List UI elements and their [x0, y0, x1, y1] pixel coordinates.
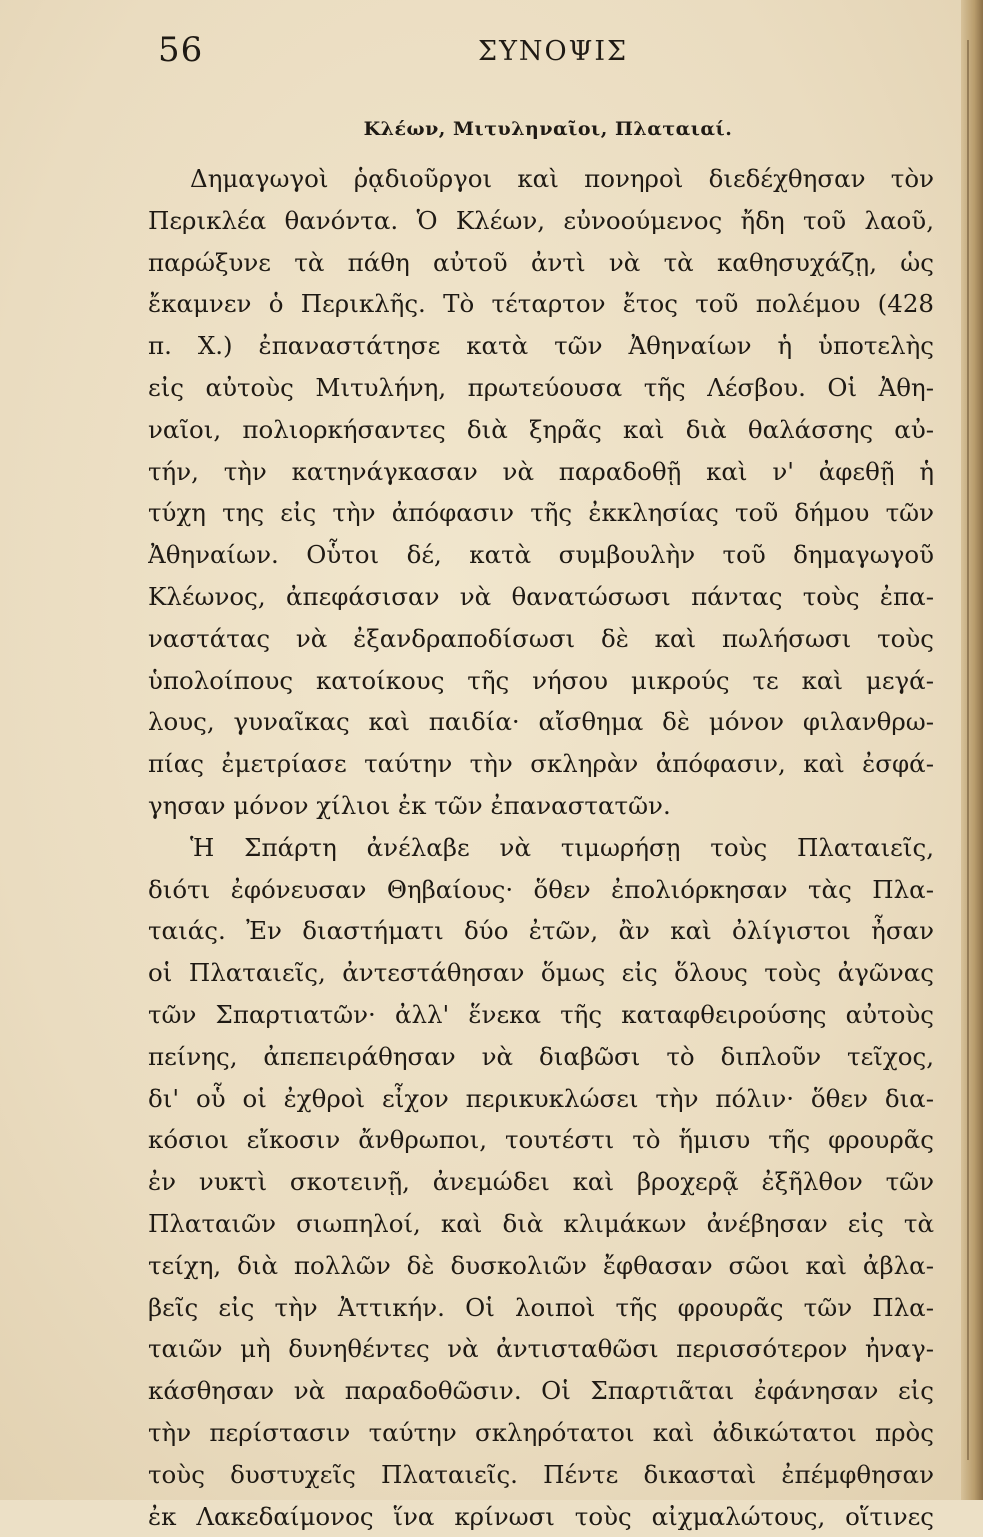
body-text — [148, 158, 934, 1537]
text-line: Περικλέα θανόντα. Ὁ Κλέων, εὐνοούμενος ἤδη τοῦ λαοῦ, — [148, 200, 934, 242]
text-line: εἰς αὐτοὺς Μιτυλήνη, πρωτεύουσα τῆς Λέσβου. Οἱ Ἀθη- — [148, 367, 934, 409]
text-line: λους, γυναῖκας καὶ παιδία· αἴσθημα δὲ μόνον φιλανθρω- — [148, 701, 934, 743]
text-line: βεῖς εἰς τὴν Ἀττικήν. Οἱ λοιποὶ τῆς φρουρᾶς τῶν Πλα- — [148, 1287, 934, 1329]
section-title: Κλέων, Μιτυληναῖοι, Πλαταιαί. — [158, 118, 938, 140]
text-line: Κλέωνος, ἀπεφάσισαν νὰ θανατώσωσι πάντας τοὺς ἐπα- — [148, 576, 934, 618]
book-spine-shadow — [961, 0, 983, 1500]
text-line: ἐν νυκτὶ σκοτεινῇ, ἀνεμώδει καὶ βροχερᾷ ἐξῆλθον τῶν — [148, 1161, 934, 1203]
text-line: τῶν Σπαρτιατῶν· ἀλλ' ἕνεκα τῆς καταφθειρούσης αὐτοὺς — [148, 994, 934, 1036]
text-line: δι' οὗ οἱ ἐχθροὶ εἶχον περικυκλώσει τὴν πόλιν· ὅθεν δια- — [148, 1078, 934, 1120]
text-line: τείχη, διὰ πολλῶν δὲ δυσκολιῶν ἔφθασαν σῶοι καὶ ἀβλα- — [148, 1245, 934, 1287]
text-line: ταιῶν μὴ δυνηθέντες νὰ ἀντισταθῶσι περισσότερον ἠναγ- — [148, 1328, 934, 1370]
text-line: π. Χ.) ἐπαναστάτησε κατὰ τῶν Ἀθηναίων ἡ ὑποτελὴς — [148, 325, 934, 367]
text-line: Ἡ Σπάρτη ἀνέλαβε νὰ τιμωρήσῃ τοὺς Πλαταιεῖς, — [148, 827, 934, 869]
text-line: ταιάς. Ἐν διαστήματι δύο ἐτῶν, ἂν καὶ ὀλίγιστοι ἦσαν — [148, 910, 934, 952]
text-line: διότι ἐφόνευσαν Θηβαίους· ὅθεν ἐπολιόρκησαν τὰς Πλα- — [148, 869, 934, 911]
text-line: οἱ Πλαταιεῖς, ἀντεστάθησαν ὅμως εἰς ὅλους τοὺς ἀγῶνας — [148, 952, 934, 994]
text-line: τήν, τὴν κατηνάγκασαν νὰ παραδοθῇ καὶ ν' ἀφεθῇ ἡ — [148, 451, 934, 493]
text-line: τοὺς δυστυχεῖς Πλαταιεῖς. Πέντε δικασταὶ ἐπέμφθησαν — [148, 1454, 934, 1496]
text-line: ὑπολοίπους κατοίκους τῆς νήσου μικρούς τε καὶ μεγά- — [148, 660, 934, 702]
text-line: Δημαγωγοὶ ῥᾳδιοῦργοι καὶ πονηροὶ διεδέχθησαν τὸν — [148, 158, 934, 200]
text-line: ναῖοι, πολιορκήσαντες διὰ ξηρᾶς καὶ διὰ θαλάσσης αὐ- — [148, 409, 934, 451]
page-number: 56 — [158, 30, 203, 70]
text-line: ἔκαμνεν ὁ Περικλῆς. Τὸ τέταρτον ἔτος τοῦ πολέμου (428 — [148, 283, 934, 325]
text-line: γησαν μόνον χίλιοι ἐκ τῶν ἐπαναστατῶν. — [148, 785, 934, 827]
page-header — [158, 30, 938, 80]
text-line: ναστάτας νὰ ἐξανδραποδίσωσι δὲ καὶ πωλήσωσι τοὺς — [148, 618, 934, 660]
text-line: Ἀθηναίων. Οὗτοι δέ, κατὰ συμβουλὴν τοῦ δημαγωγοῦ — [148, 534, 934, 576]
text-line: ἐκ Λακεδαίμονος ἵνα κρίνωσι τοὺς αἰχμαλώτους, οἵτινες — [148, 1496, 934, 1537]
binding-edge — [967, 40, 969, 1460]
text-line: τὴν περίστασιν ταύτην σκληρότατοι καὶ ἀδικώτατοι πρὸς — [148, 1412, 934, 1454]
text-line: κόσιοι εἴκοσιν ἄνθρωποι, τουτέστι τὸ ἥμισυ τῆς φρουρᾶς — [148, 1119, 934, 1161]
text-line: πίας ἐμετρίασε ταύτην τὴν σκληρὰν ἀπόφασιν, καὶ ἐσφά- — [148, 743, 934, 785]
text-line: παρώξυνε τὰ πάθη αὐτοῦ ἀντὶ νὰ τὰ καθησυχάζῃ, ὡς — [148, 242, 934, 284]
text-line: κάσθησαν νὰ παραδοθῶσιν. Οἱ Σπαρτιᾶται ἐφάνησαν εἰς — [148, 1370, 934, 1412]
text-line: Πλαταιῶν σιωπηλοί, καὶ διὰ κλιμάκων ἀνέβησαν εἰς τὰ — [148, 1203, 934, 1245]
text-line: πείνης, ἀπεπειράθησαν νὰ διαβῶσι τὸ διπλοῦν τεῖχος, — [148, 1036, 934, 1078]
text-line: τύχη της εἰς τὴν ἀπόφασιν τῆς ἐκκλησίας τοῦ δήμου τῶν — [148, 492, 934, 534]
running-title: ΣΥΝΟΨΙΣ — [478, 36, 628, 67]
